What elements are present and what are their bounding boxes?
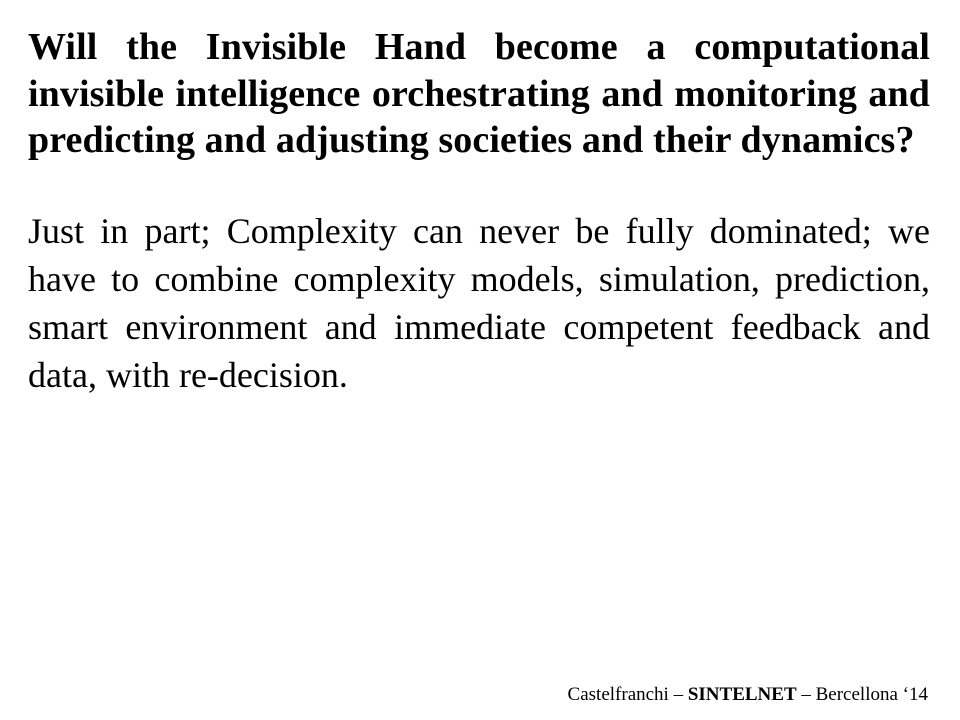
footer-separator-1: – [673,684,688,705]
footer-author: Castelfranchi [567,684,674,705]
heading-body-spacer [28,164,930,208]
slide-heading: Will the Invisible Hand become a computational invisible intelligence orchestrating and monitoring and predicting and adjusting societies and their dynamics? [28,26,930,162]
footer-separator-2: – [796,684,816,705]
footer-event: SINTELNET [687,684,797,705]
slide-footer [0,684,928,706]
slide-body-text: Just in part; Complexity can never be fully dominated; we have to combine complexity models, simulation, prediction, smart environment and immediate competent feedback and data, with re-decision. [28,211,930,395]
footer-location: Bercellona ‘14 [815,684,928,705]
